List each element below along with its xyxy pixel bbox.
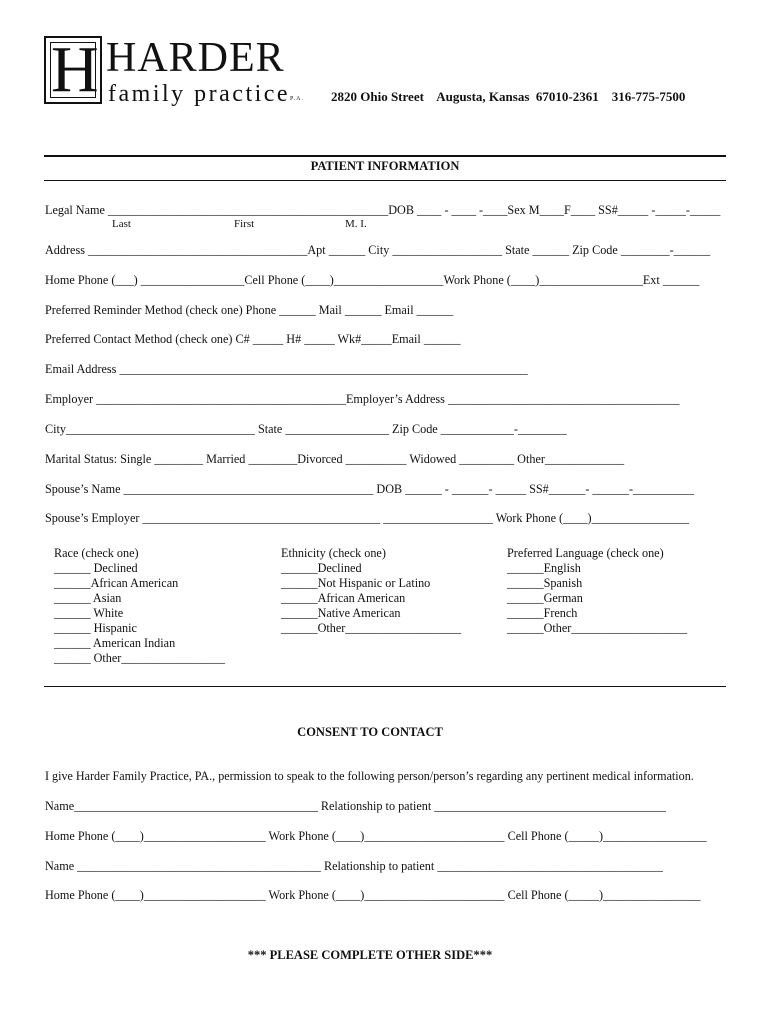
language-title: Preferred Language (check one) [507, 546, 664, 560]
ethnicity-option[interactable]: ______Not Hispanic or Latino [281, 576, 431, 590]
language-option[interactable]: ______Other___________________ [507, 621, 688, 635]
city-field[interactable]: City_______________________________ State _________________ Zip Code ____________-________ [45, 422, 567, 436]
phones-field[interactable]: Home Phone (___) _________________Cell Phone (____)__________________Work Phone (____)_________________Ext ______ [45, 273, 700, 287]
race-title: Race (check one) [54, 546, 139, 560]
header-rule-bottom [44, 180, 726, 181]
consent-name-field-2[interactable]: Name ________________________________________ Relationship to patient _____________________________________ [45, 859, 663, 873]
logo-name: HARDER [106, 35, 285, 81]
email-field[interactable]: Email Address ___________________________________________________________________ [45, 362, 528, 376]
language-option[interactable]: ______German [507, 591, 583, 605]
race-option[interactable]: ______ Declined [54, 561, 138, 575]
reminder-method-field[interactable]: Preferred Reminder Method (check one) Phone ______ Mail ______ Email ______ [45, 303, 454, 317]
consent-name-field-1[interactable]: Name________________________________________ Relationship to patient ______________________________________ [45, 799, 666, 813]
logo-mark [44, 33, 102, 106]
complete-other-side-note: *** PLEASE COMPLETE OTHER SIDE*** [247, 948, 493, 962]
consent-phones-field-2[interactable]: Home Phone (____)____________________ Work Phone (____)_______________________ Cell Phone (_____)________________ [45, 888, 701, 902]
address-field[interactable]: Address ____________________________________Apt ______ City __________________ State ______ Zip Code ________-______ [45, 243, 711, 257]
consent-phones-field-1[interactable]: Home Phone (____)____________________ Work Phone (____)_______________________ Cell Phone (_____)_________________ [45, 829, 707, 843]
language-option[interactable]: ______French [507, 606, 578, 620]
header-rule-top [44, 155, 726, 157]
logo-letter: H [51, 33, 99, 106]
spouse-name-field[interactable]: Spouse’s Name _________________________________________ DOB ______ - ______- _____ SS#______- ______-__________ [45, 482, 694, 496]
ethnicity-section [281, 546, 461, 636]
employer-field[interactable]: Employer _________________________________________Employer’s Address ______________________________________ [45, 392, 680, 406]
marital-status-field[interactable]: Marital Status: Single ________ Married ________Divorced __________ Widowed _________ Other_____________ [45, 452, 625, 466]
name-last-label: Last [112, 218, 131, 230]
race-option[interactable]: ______ Hispanic [54, 621, 137, 635]
ethnicity-option[interactable]: ______Native American [281, 606, 401, 620]
ethnicity-option[interactable]: ______Declined [281, 561, 362, 575]
ethnicity-option[interactable]: ______African American [281, 591, 406, 605]
legal-name-field[interactable]: Legal Name ______________________________________________DOB ____ - ____ -____Sex M____F____ SS#_____ -_____-_____ [45, 203, 721, 217]
race-option[interactable]: ______ Other_________________ [54, 651, 225, 665]
race-section [54, 546, 225, 666]
practice-address: 2820 Ohio Street Augusta, Kansas 67010-2361 316-775-7500 [331, 89, 686, 104]
consent-statement: I give Harder Family Practice, PA., permission to speak to the following person/person’s regarding any pertinent medical information. [45, 769, 694, 783]
contact-method-field[interactable]: Preferred Contact Method (check one) C# _____ H# _____ Wk#_____Email ______ [45, 332, 461, 346]
section-divider [44, 686, 726, 687]
language-section [507, 546, 687, 636]
spouse-employer-field[interactable]: Spouse’s Employer _______________________________________ __________________ Work Phone (____)________________ [45, 511, 690, 525]
race-option[interactable]: ______ White [54, 606, 124, 620]
race-option[interactable]: ______ American Indian [54, 636, 176, 650]
logo-pa: P.A. [290, 96, 305, 102]
logo-subtitle: family practice [108, 81, 291, 107]
name-mi-label: M. I. [345, 218, 367, 230]
patient-info-title: PATIENT INFORMATION [310, 159, 460, 173]
race-option[interactable]: ______ Asian [54, 591, 122, 605]
name-first-label: First [234, 218, 255, 230]
ethnicity-title: Ethnicity (check one) [281, 546, 386, 560]
language-option[interactable]: ______English [507, 561, 581, 575]
consent-title: CONSENT TO CONTACT [297, 725, 443, 739]
ethnicity-option[interactable]: ______Other___________________ [281, 621, 462, 635]
language-option[interactable]: ______Spanish [507, 576, 583, 590]
race-option[interactable]: ______African American [54, 576, 179, 590]
logo-frame [50, 33, 99, 106]
